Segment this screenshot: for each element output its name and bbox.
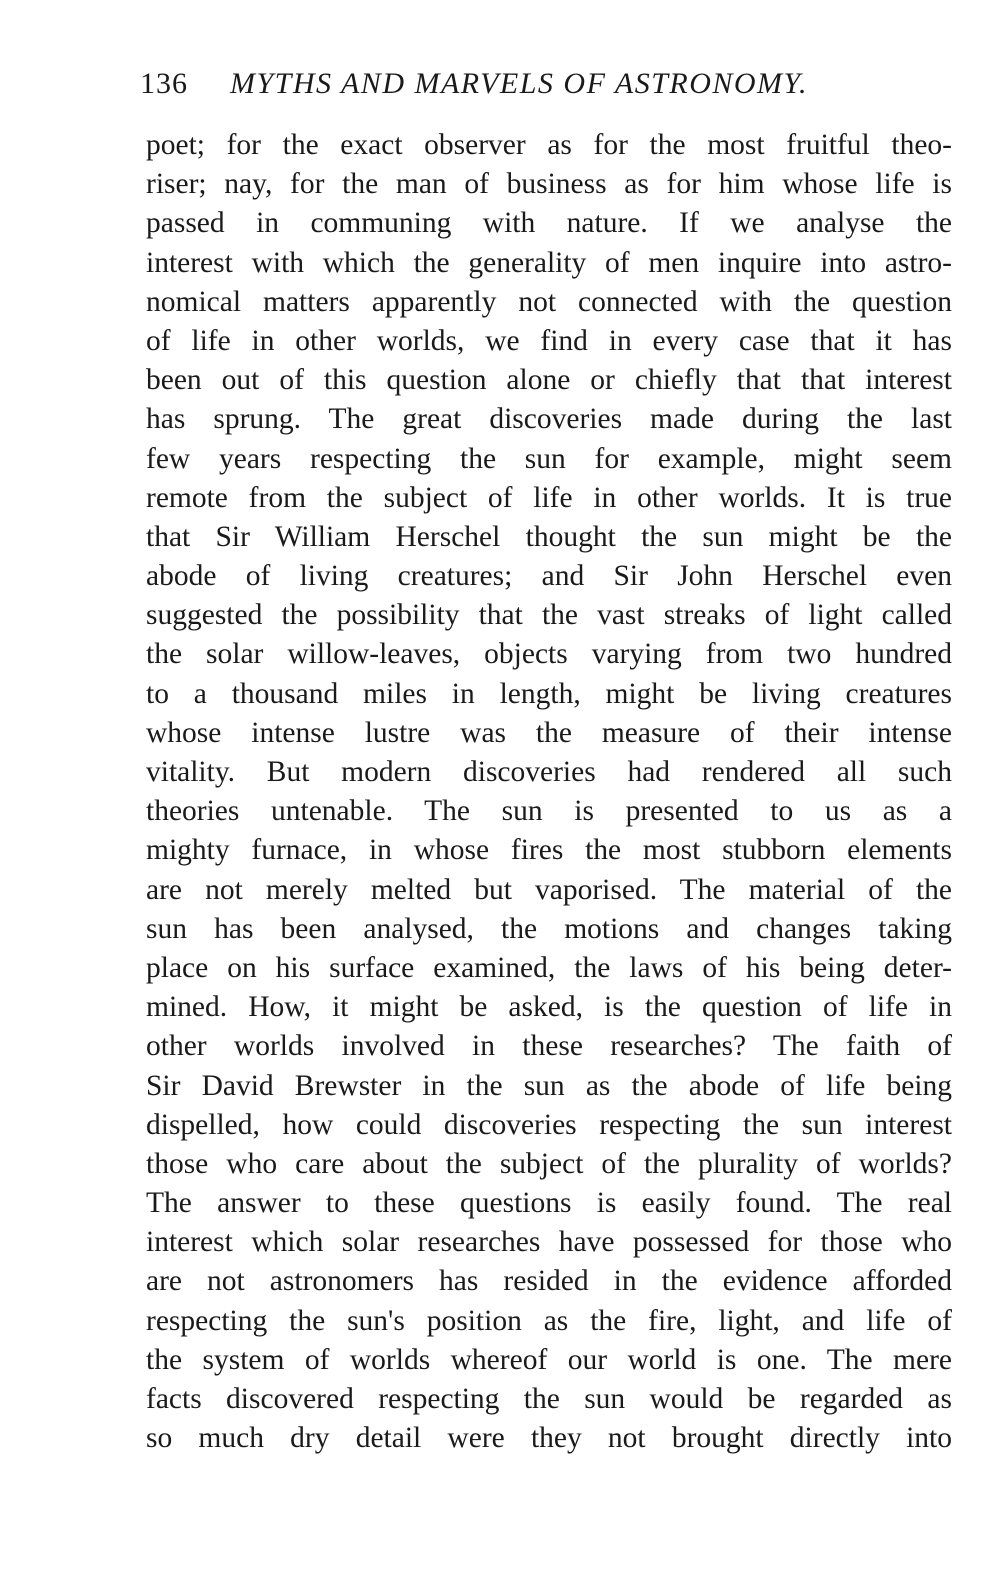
text-line: mined. How, it might be asked, is the question of life in xyxy=(146,991,952,1024)
page-number: 136 xyxy=(140,67,188,100)
text-line: other worlds involved in these researches? The faith of xyxy=(146,1030,952,1063)
text-line: poet; for the exact observer as for the most fruitful theo- xyxy=(146,129,952,161)
text-line: vitality. But modern discoveries had rendered all such xyxy=(146,756,952,788)
text-line: whose intense lustre was the measure of their intense xyxy=(146,716,952,749)
text-line: that Sir William Herschel thought the sun might be the xyxy=(146,520,952,553)
text-line: the system of worlds whereof our world is one. The mere xyxy=(146,1343,952,1376)
text-line: are not merely melted but vaporised. The material of the xyxy=(146,873,952,906)
text-line: passed in communing with nature. If we analyse the xyxy=(146,207,952,240)
text-line: so much dry detail were they not brought directly into xyxy=(146,1422,952,1455)
text-line: are not astronomers has resided in the evidence afforded xyxy=(146,1265,952,1298)
text-line: suggested the possibility that the vast streaks of light called xyxy=(146,599,952,632)
text-line: interest with which the generality of men inquire into astro- xyxy=(146,246,952,279)
text-line: place on his surface examined, the laws of his being deter- xyxy=(146,951,952,984)
running-title: MYTHS AND MARVELS OF ASTRONOMY. xyxy=(230,67,808,100)
text-line: been out of this question alone or chiefly that that interest xyxy=(146,364,952,397)
text-line: facts discovered respecting the sun would be regarded as xyxy=(146,1383,952,1415)
text-line: has sprung. The great discoveries made during the last xyxy=(146,403,952,436)
body-text xyxy=(146,126,952,1458)
text-line: mighty furnace, in whose fires the most stubborn elements xyxy=(146,834,952,867)
text-line: remote from the subject of life in other worlds. It is true xyxy=(146,481,952,514)
text-line: nomical matters apparently not connected with the question xyxy=(146,285,952,318)
text-line: Sir David Brewster in the sun as the abode of life being xyxy=(146,1069,952,1102)
text-line: to a thousand miles in length, might be living creatures xyxy=(146,677,952,710)
text-line: dispelled, how could discoveries respecting the sun interest xyxy=(146,1108,952,1141)
text-line: theories untenable. The sun is presented to us as a xyxy=(146,795,952,828)
text-line: interest which solar researches have possessed for those who xyxy=(146,1226,952,1259)
text-line: The answer to these questions is easily found. The real xyxy=(146,1187,952,1220)
text-line: few years respecting the sun for example, might seem xyxy=(146,442,952,475)
text-line: riser; nay, for the man of business as for him whose life is xyxy=(146,168,952,201)
text-line: those who care about the subject of the plurality of worlds? xyxy=(146,1147,952,1180)
text-line: respecting the sun's position as the fire, light, and life of xyxy=(146,1304,952,1337)
text-line: sun has been analysed, the motions and changes taking xyxy=(146,912,952,945)
text-line: the solar willow-leaves, objects varying from two hundred xyxy=(146,638,952,671)
text-line: abode of living creatures; and Sir John Herschel even xyxy=(146,560,952,593)
text-line: of life in other worlds, we find in every case that it has xyxy=(146,324,952,357)
running-head xyxy=(140,64,960,104)
